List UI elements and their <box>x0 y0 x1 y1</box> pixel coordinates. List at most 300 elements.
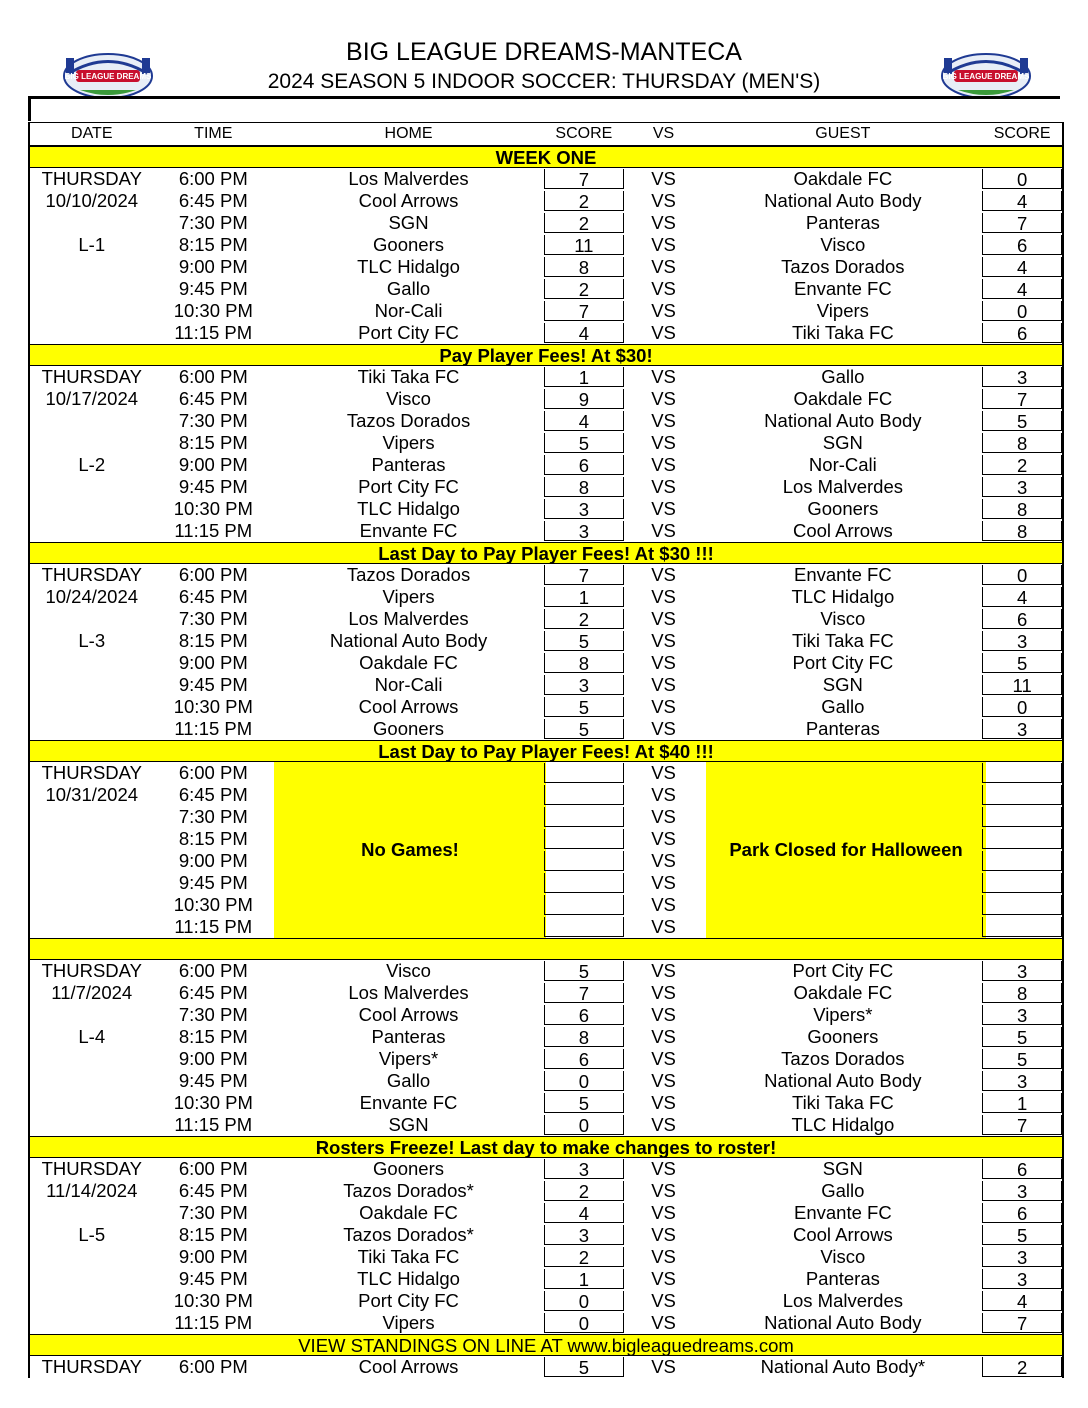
game-date: THURSDAY <box>41 366 142 387</box>
game-row <box>30 476 1062 498</box>
home-team: Tazos Dorados* <box>343 1224 474 1245</box>
home-team: Visco <box>386 960 431 981</box>
guest-team: Los Malverdes <box>782 476 903 497</box>
guest-score <box>982 895 1062 915</box>
guest-team: Visco <box>820 234 866 255</box>
game-date: L-5 <box>78 1224 106 1245</box>
game-row <box>30 564 1062 586</box>
game-row <box>30 278 1062 300</box>
home-score: 7 <box>544 565 624 585</box>
game-row <box>30 718 1062 740</box>
vs-label: VS <box>651 784 676 805</box>
page-subtitle: 2024 SEASON 5 INDOOR SOCCER: THURSDAY (MEN'S) <box>267 70 821 93</box>
col-guest-score: SCORE <box>993 125 1051 142</box>
col-vs: VS <box>652 125 675 142</box>
home-team: Vipers <box>382 432 435 453</box>
home-team: SGN <box>388 1114 429 1135</box>
guest-score: 3 <box>982 477 1062 497</box>
game-time: 6:00 PM <box>178 564 248 585</box>
home-score: 1 <box>544 587 624 607</box>
header-rule-left <box>28 96 31 121</box>
game-time: 9:00 PM <box>178 850 248 871</box>
home-score: 2 <box>544 1247 624 1267</box>
guest-team: Oakdale FC <box>793 168 893 189</box>
game-time: 10:30 PM <box>173 696 253 717</box>
vs-label: VS <box>651 894 676 915</box>
vs-label: VS <box>651 212 676 233</box>
guest-team: Tazos Dorados <box>781 1048 905 1069</box>
home-score: 5 <box>544 631 624 651</box>
home-score: 9 <box>544 389 624 409</box>
guest-team: Gallo <box>821 366 865 387</box>
vs-label: VS <box>651 1202 676 1223</box>
col-time: TIME <box>194 125 233 142</box>
game-row <box>30 300 1062 322</box>
game-time: 10:30 PM <box>173 1290 253 1311</box>
game-row <box>30 586 1062 608</box>
home-team: Vipers* <box>378 1048 439 1069</box>
home-score: 5 <box>544 961 624 981</box>
game-row <box>30 894 1062 916</box>
game-date: 11/14/2024 <box>46 1180 138 1201</box>
home-team: Panteras <box>371 454 446 475</box>
home-team: TLC Hidalgo <box>357 256 460 277</box>
home-score: 11 <box>544 235 624 255</box>
home-team: Nor-Cali <box>374 674 443 695</box>
home-score: 7 <box>544 301 624 321</box>
home-score: 7 <box>544 983 624 1003</box>
home-score: 5 <box>544 697 624 717</box>
game-time: 8:15 PM <box>178 432 248 453</box>
week-banner-empty <box>30 938 1062 960</box>
vs-label: VS <box>651 828 676 849</box>
game-time: 7:30 PM <box>178 1004 248 1025</box>
guest-score: 6 <box>982 609 1062 629</box>
guest-score: 8 <box>982 983 1062 1003</box>
game-time: 6:45 PM <box>178 1180 248 1201</box>
vs-label: VS <box>651 1224 676 1245</box>
home-score: 8 <box>544 1027 624 1047</box>
page-header <box>0 0 1088 100</box>
vs-label: VS <box>651 410 676 431</box>
guest-team: National Auto Body <box>764 1312 922 1333</box>
home-team: Cool Arrows <box>358 190 459 211</box>
vs-label: VS <box>651 1312 676 1333</box>
guest-score: 3 <box>982 1005 1062 1025</box>
guest-score: 6 <box>982 1203 1062 1223</box>
vs-label: VS <box>651 190 676 211</box>
guest-score: 4 <box>982 279 1062 299</box>
guest-team: Cool Arrows <box>792 520 893 541</box>
home-score: 0 <box>544 1291 624 1311</box>
game-time: 6:00 PM <box>178 1356 248 1377</box>
home-team: Gooners <box>373 234 444 255</box>
vs-label: VS <box>651 1246 676 1267</box>
home-score: 7 <box>544 169 624 189</box>
game-time: 10:30 PM <box>173 1092 253 1113</box>
page-title: BIG LEAGUE DREAMS-MANTECA <box>346 38 742 66</box>
guest-team: Vipers <box>816 300 869 321</box>
vs-label: VS <box>651 366 676 387</box>
home-team: SGN <box>388 212 429 233</box>
home-team: Tiki Taka FC <box>357 366 460 387</box>
home-team: Cool Arrows <box>358 1356 459 1377</box>
closed-week <box>30 762 1062 938</box>
vs-label: VS <box>651 1070 676 1091</box>
vs-label: VS <box>651 762 676 783</box>
game-time: 9:00 PM <box>178 256 248 277</box>
guest-team: Visco <box>820 1246 866 1267</box>
vs-label: VS <box>651 850 676 871</box>
game-row <box>30 190 1062 212</box>
guest-score: 2 <box>982 1357 1062 1377</box>
game-date: THURSDAY <box>41 564 142 585</box>
game-row <box>30 1268 1062 1290</box>
game-row <box>30 608 1062 630</box>
guest-team: National Auto Body <box>764 410 922 431</box>
big-league-dreams-logo <box>936 44 1036 102</box>
guest-team: National Auto Body* <box>760 1356 926 1377</box>
game-row <box>30 1004 1062 1026</box>
guest-team: Vipers* <box>813 1004 873 1025</box>
guest-score: 7 <box>982 1115 1062 1135</box>
home-team: Gallo <box>386 1070 431 1091</box>
game-time: 11:15 PM <box>174 1312 253 1333</box>
home-score <box>544 917 624 937</box>
game-time: 8:15 PM <box>178 234 248 255</box>
home-score <box>544 785 624 805</box>
game-time: 9:00 PM <box>178 652 248 673</box>
game-time: 11:15 PM <box>174 916 253 937</box>
guest-score: 0 <box>982 169 1062 189</box>
guest-team: Envante FC <box>794 1202 892 1223</box>
game-time: 6:45 PM <box>178 190 248 211</box>
home-score: 2 <box>544 279 624 299</box>
game-date: THURSDAY <box>41 1356 142 1377</box>
guest-score: 0 <box>982 301 1062 321</box>
home-team: Vipers <box>382 586 435 607</box>
game-time: 11:15 PM <box>174 322 253 343</box>
vs-label: VS <box>651 872 676 893</box>
vs-label: VS <box>651 454 676 475</box>
game-row <box>30 674 1062 696</box>
guest-team: National Auto Body <box>764 190 922 211</box>
home-score: 3 <box>544 521 624 541</box>
game-row <box>30 1026 1062 1048</box>
home-score: 1 <box>544 367 624 387</box>
vs-label: VS <box>651 1180 676 1201</box>
guest-team: Visco <box>820 608 866 629</box>
home-team: Oakdale FC <box>359 1202 458 1223</box>
game-time: 8:15 PM <box>178 1224 248 1245</box>
guest-team: National Auto Body <box>764 1070 922 1091</box>
park-closed-note: Park Closed for Halloween <box>706 762 986 938</box>
game-row <box>30 1158 1062 1180</box>
game-time: 11:15 PM <box>174 1114 253 1135</box>
guest-score <box>982 807 1062 827</box>
vs-label: VS <box>651 982 676 1003</box>
game-time: 9:45 PM <box>178 278 248 299</box>
guest-team: Los Malverdes <box>782 1290 903 1311</box>
game-row <box>30 916 1062 938</box>
home-team: Los Malverdes <box>348 608 469 629</box>
game-row <box>30 432 1062 454</box>
guest-score: 6 <box>982 323 1062 343</box>
week-banner: WEEK ONE <box>30 146 1062 168</box>
home-score: 6 <box>544 1049 624 1069</box>
game-row <box>30 498 1062 520</box>
column-headers <box>30 122 1062 146</box>
vs-label: VS <box>651 586 676 607</box>
game-row <box>30 1224 1062 1246</box>
game-time: 9:45 PM <box>178 1268 248 1289</box>
game-date: 11/7/2024 <box>51 982 133 1003</box>
guest-score: 0 <box>982 697 1062 717</box>
guest-score: 8 <box>982 433 1062 453</box>
guest-score: 3 <box>982 961 1062 981</box>
home-team: Nor-Cali <box>374 300 443 321</box>
game-date: 10/31/2024 <box>45 784 139 805</box>
game-row <box>30 256 1062 278</box>
game-time: 9:45 PM <box>178 872 248 893</box>
game-row <box>30 872 1062 894</box>
guest-team: Tazos Dorados <box>781 256 905 277</box>
guest-score: 3 <box>982 367 1062 387</box>
game-row <box>30 762 1062 784</box>
home-score: 2 <box>544 213 624 233</box>
guest-team: Panteras <box>805 212 880 233</box>
game-time: 10:30 PM <box>173 300 253 321</box>
game-time: 9:00 PM <box>178 454 248 475</box>
guest-score: 0 <box>982 565 1062 585</box>
guest-team: Envante FC <box>794 278 892 299</box>
guest-team: Gooners <box>807 498 879 519</box>
home-team: Cool Arrows <box>358 696 459 717</box>
game-row <box>30 1092 1062 1114</box>
week-banner: Last Day to Pay Player Fees! At $30 !!! <box>30 542 1062 564</box>
game-row <box>30 696 1062 718</box>
guest-team: Port City FC <box>792 652 894 673</box>
home-score: 5 <box>544 1093 624 1113</box>
col-guest: GUEST <box>815 125 871 142</box>
game-time: 9:45 PM <box>178 1070 248 1091</box>
vs-label: VS <box>651 476 676 497</box>
game-time: 7:30 PM <box>178 212 248 233</box>
home-team: Gooners <box>373 718 444 739</box>
home-team: Envante FC <box>359 520 458 541</box>
vs-label: VS <box>651 168 676 189</box>
home-team: Los Malverdes <box>348 168 469 189</box>
guest-score: 5 <box>982 411 1062 431</box>
vs-label: VS <box>651 564 676 585</box>
game-row <box>30 520 1062 542</box>
home-score: 5 <box>544 1357 624 1377</box>
guest-score <box>982 917 1062 937</box>
home-score: 3 <box>544 1159 624 1179</box>
header-rule <box>28 96 1060 99</box>
guest-score: 3 <box>982 719 1062 739</box>
vs-label: VS <box>651 1048 676 1069</box>
game-time: 9:00 PM <box>178 1048 248 1069</box>
game-time: 7:30 PM <box>178 410 248 431</box>
home-team: Gallo <box>386 278 431 299</box>
vs-label: VS <box>651 322 676 343</box>
game-time: 6:45 PM <box>178 586 248 607</box>
game-row <box>30 234 1062 256</box>
col-home: HOME <box>384 125 433 142</box>
vs-label: VS <box>651 1290 676 1311</box>
guest-team: TLC Hidalgo <box>791 586 895 607</box>
home-team: Oakdale FC <box>359 652 458 673</box>
game-time: 9:00 PM <box>178 1246 248 1267</box>
home-team: Tazos Dorados* <box>343 1180 474 1201</box>
home-score: 6 <box>544 1005 624 1025</box>
guest-score: 4 <box>982 191 1062 211</box>
vs-label: VS <box>651 1026 676 1047</box>
vs-label: VS <box>651 234 676 255</box>
home-score <box>544 851 624 871</box>
game-row <box>30 960 1062 982</box>
game-row <box>30 1246 1062 1268</box>
home-score: 8 <box>544 653 624 673</box>
home-team: Port City FC <box>358 476 459 497</box>
home-score <box>544 829 624 849</box>
home-team: Port City FC <box>358 1290 459 1311</box>
vs-label: VS <box>651 278 676 299</box>
home-team: Visco <box>386 388 431 409</box>
game-time: 6:45 PM <box>178 388 248 409</box>
home-team: National Auto Body <box>329 630 488 651</box>
home-score <box>544 763 624 783</box>
home-team: Panteras <box>371 1026 446 1047</box>
home-score: 6 <box>544 455 624 475</box>
game-row <box>30 168 1062 190</box>
home-score: 4 <box>544 323 624 343</box>
vs-label: VS <box>651 1268 676 1289</box>
game-date: THURSDAY <box>41 168 142 189</box>
game-row <box>30 1048 1062 1070</box>
svg-text:BIG LEAGUE DREAMS: BIG LEAGUE DREAMS <box>64 72 152 81</box>
home-team: Tazos Dorados <box>346 564 471 585</box>
vs-label: VS <box>651 1092 676 1113</box>
schedule-table <box>28 122 1064 1378</box>
guest-score: 5 <box>982 653 1062 673</box>
guest-team: SGN <box>822 432 863 453</box>
vs-label: VS <box>651 608 676 629</box>
game-time: 7:30 PM <box>178 806 248 827</box>
guest-score: 4 <box>982 257 1062 277</box>
guest-score: 3 <box>982 1247 1062 1267</box>
guest-score: 6 <box>982 1159 1062 1179</box>
guest-team: Tiki Taka FC <box>791 322 894 343</box>
guest-team: Oakdale FC <box>793 388 893 409</box>
vs-label: VS <box>651 300 676 321</box>
home-team: Envante FC <box>359 1092 458 1113</box>
game-time: 9:45 PM <box>178 674 248 695</box>
home-team: Gooners <box>373 1158 444 1179</box>
game-date: THURSDAY <box>41 960 142 981</box>
svg-text:BIG LEAGUE DREAMS: BIG LEAGUE DREAMS <box>942 72 1030 81</box>
guest-team: Envante FC <box>794 564 892 585</box>
game-row <box>30 982 1062 1004</box>
week-banner: Pay Player Fees! At $30! <box>30 344 1062 366</box>
game-time: 6:45 PM <box>178 784 248 805</box>
col-home-score: SCORE <box>555 125 613 142</box>
vs-label: VS <box>651 498 676 519</box>
game-time: 8:15 PM <box>178 828 248 849</box>
game-date: 10/24/2024 <box>45 586 139 607</box>
game-row <box>30 630 1062 652</box>
home-score: 2 <box>544 1181 624 1201</box>
guest-score: 5 <box>982 1049 1062 1069</box>
game-time: 6:00 PM <box>178 762 248 783</box>
game-row <box>30 212 1062 234</box>
vs-label: VS <box>651 674 676 695</box>
guest-score: 7 <box>982 1313 1062 1333</box>
game-row <box>30 1070 1062 1092</box>
vs-label: VS <box>651 630 676 651</box>
guest-team: Gooners <box>807 1026 879 1047</box>
guest-score: 6 <box>982 235 1062 255</box>
guest-score: 5 <box>982 1027 1062 1047</box>
guest-team: Gallo <box>821 1180 865 1201</box>
game-row <box>30 1356 1062 1378</box>
game-time: 7:30 PM <box>178 1202 248 1223</box>
vs-label: VS <box>651 520 676 541</box>
home-score: 3 <box>544 1225 624 1245</box>
guest-team: Panteras <box>805 718 880 739</box>
week-banner: VIEW STANDINGS ON LINE AT www.bigleaguedreams.com <box>30 1334 1062 1356</box>
game-date: L-3 <box>78 630 106 651</box>
vs-label: VS <box>651 1004 676 1025</box>
guest-team: SGN <box>822 674 863 695</box>
home-team: TLC Hidalgo <box>357 1268 460 1289</box>
vs-label: VS <box>651 652 676 673</box>
home-score: 4 <box>544 1203 624 1223</box>
home-team: Los Malverdes <box>348 982 469 1003</box>
guest-score: 8 <box>982 499 1062 519</box>
home-score <box>544 895 624 915</box>
guest-team: Gallo <box>821 696 865 717</box>
guest-score: 3 <box>982 1181 1062 1201</box>
game-row <box>30 806 1062 828</box>
game-time: 6:00 PM <box>178 960 248 981</box>
guest-team: TLC Hidalgo <box>791 1114 895 1135</box>
game-date: 10/10/2024 <box>45 190 139 211</box>
game-row <box>30 1202 1062 1224</box>
game-row <box>30 1312 1062 1334</box>
guest-score: 3 <box>982 1269 1062 1289</box>
guest-team: Tiki Taka FC <box>791 630 894 651</box>
guest-score: 5 <box>982 1225 1062 1245</box>
home-score: 3 <box>544 499 624 519</box>
game-time: 6:00 PM <box>178 1158 248 1179</box>
game-date: L-1 <box>78 234 106 255</box>
guest-score: 3 <box>982 1071 1062 1091</box>
game-time: 7:30 PM <box>178 608 248 629</box>
home-score <box>544 873 624 893</box>
game-time: 6:45 PM <box>178 982 248 1003</box>
guest-team: Tiki Taka FC <box>791 1092 894 1113</box>
game-time: 11:15 PM <box>174 718 253 739</box>
vs-label: VS <box>651 960 676 981</box>
guest-score: 4 <box>982 587 1062 607</box>
game-row <box>30 1114 1062 1136</box>
game-row <box>30 366 1062 388</box>
guest-team: Panteras <box>805 1268 880 1289</box>
guest-team: Cool Arrows <box>792 1224 893 1245</box>
game-row <box>30 410 1062 432</box>
